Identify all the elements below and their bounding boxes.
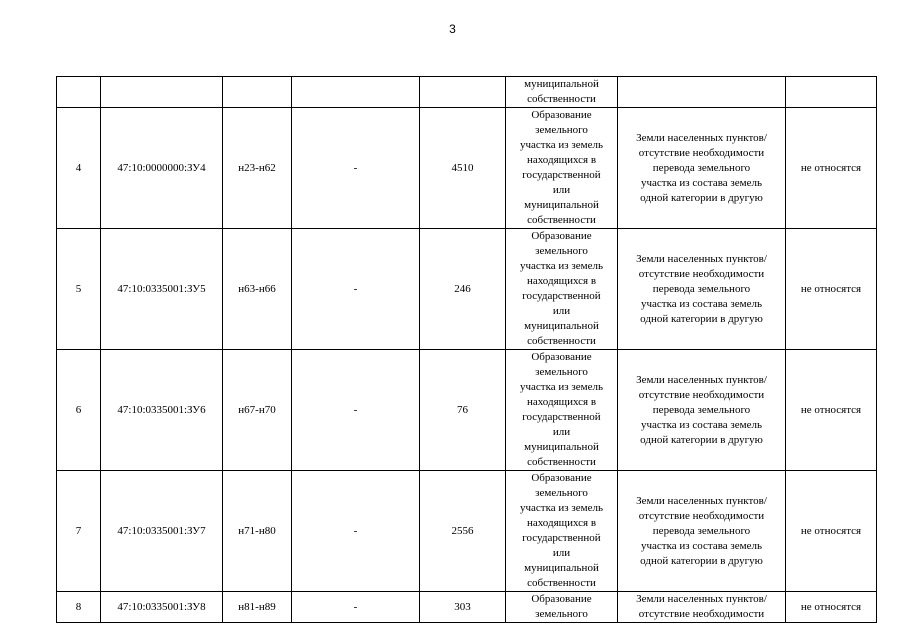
cell-description: Образование земельного участка из земель находящихся в государственной или муниципальной собственности (506, 471, 618, 592)
table-row-fragment (57, 77, 877, 108)
cell-area: 303 (420, 592, 506, 623)
cell-empty (223, 77, 292, 108)
table-row (57, 229, 877, 350)
cell-points: н23-н62 (223, 108, 292, 229)
cell-empty (420, 77, 506, 108)
cell-cadastral-number: 47:10:0335001:ЗУ6 (101, 350, 223, 471)
cell-relation: не относятся (786, 229, 877, 350)
cell-category: Земли населенных пунктов/ отсутствие необходимости перевода земельного участка из состава земель одной категории в другую (618, 229, 786, 350)
cell-cadastral-number: 47:10:0335001:ЗУ7 (101, 471, 223, 592)
cell-relation: не относятся (786, 350, 877, 471)
cell-description: Образование земельного участка из земель находящихся в государственной или муниципальной собственности (506, 350, 618, 471)
table-row (57, 350, 877, 471)
cell-relation: не относятся (786, 592, 877, 623)
cell-empty (786, 77, 877, 108)
cell-number: 4 (57, 108, 101, 229)
cell-dash: - (292, 350, 420, 471)
page-number: 3 (449, 22, 456, 36)
table-row (57, 108, 877, 229)
cell-points: н81-н89 (223, 592, 292, 623)
cell-relation: не относятся (786, 471, 877, 592)
cell-area: 76 (420, 350, 506, 471)
cell-cadastral-number: 47:10:0335001:ЗУ5 (101, 229, 223, 350)
cell-description: Образование земельного участка из земель находящихся в государственной или муниципальной собственности (506, 229, 618, 350)
cell-dash: - (292, 592, 420, 623)
cell-category: Земли населенных пунктов/ отсутствие необходимости перевода земельного участка из состава земель одной категории в другую (618, 108, 786, 229)
cell-relation: не относятся (786, 108, 877, 229)
table-row (57, 471, 877, 592)
cell-area: 4510 (420, 108, 506, 229)
cell-dash: - (292, 229, 420, 350)
cell-empty (57, 77, 101, 108)
cell-dash: - (292, 471, 420, 592)
cell-category: Земли населенных пунктов/ отсутствие необходимости перевода земельного участка из состава земель одной категории в другую (618, 350, 786, 471)
table-row (57, 592, 877, 623)
cell-dash: - (292, 108, 420, 229)
cell-category: Земли населенных пунктов/ отсутствие необходимости перевода земельного участка из состава земель одной категории в другую (618, 471, 786, 592)
cell-category: Земли населенных пунктов/ отсутствие необходимости (618, 592, 786, 623)
cell-number: 6 (57, 350, 101, 471)
cell-cadastral-number: 47:10:0335001:ЗУ8 (101, 592, 223, 623)
cell-points: н67-н70 (223, 350, 292, 471)
cell-empty (101, 77, 223, 108)
cell-area: 2556 (420, 471, 506, 592)
cell-description: Образование земельного участка из земель находящихся в государственной или муниципальной собственности (506, 108, 618, 229)
cell-description: Образование земельного (506, 592, 618, 623)
cell-description: муниципальной собственности (506, 77, 618, 108)
cell-number: 5 (57, 229, 101, 350)
cell-points: н63-н66 (223, 229, 292, 350)
cell-area: 246 (420, 229, 506, 350)
land-plots-table (56, 76, 877, 623)
cell-points: н71-н80 (223, 471, 292, 592)
cell-cadastral-number: 47:10:0000000:ЗУ4 (101, 108, 223, 229)
cell-number: 8 (57, 592, 101, 623)
cell-empty (292, 77, 420, 108)
cell-empty (618, 77, 786, 108)
cell-number: 7 (57, 471, 101, 592)
